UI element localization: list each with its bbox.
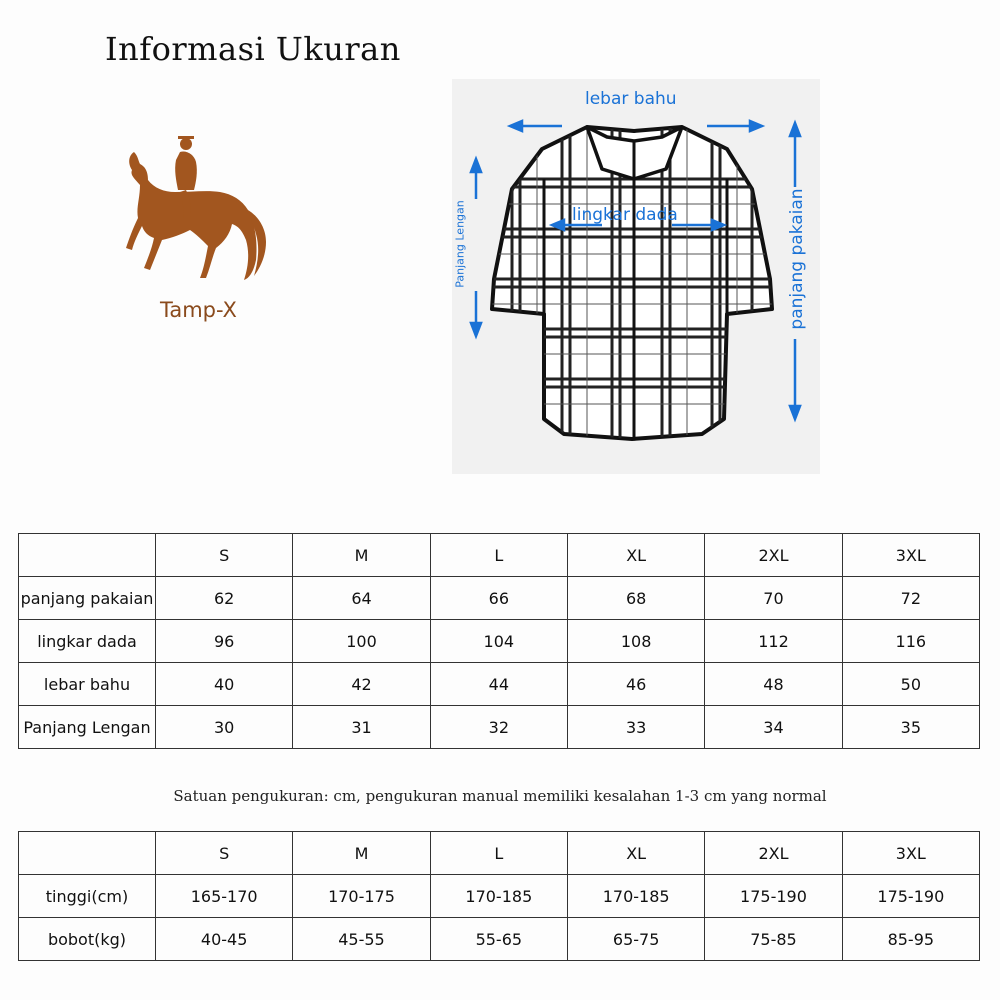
table-cell: 40 <box>156 663 293 706</box>
row-label: tinggi(cm) <box>19 875 156 918</box>
header-cell <box>19 832 156 875</box>
page-title: Informasi Ukuran <box>105 30 401 68</box>
table-cell: 34 <box>705 706 842 749</box>
header-cell: XL <box>567 832 704 875</box>
table-cell: 68 <box>567 577 704 620</box>
table-cell: 55-65 <box>430 918 567 961</box>
header-cell: 2XL <box>705 534 842 577</box>
table-cell: 40-45 <box>156 918 293 961</box>
table-row <box>19 706 980 749</box>
table-cell: 72 <box>842 577 979 620</box>
brand-logo <box>120 130 270 330</box>
table-cell: 175-190 <box>705 875 842 918</box>
row-label: Panjang Lengan <box>19 706 156 749</box>
row-label: lebar bahu <box>19 663 156 706</box>
horse-rider-icon <box>120 130 270 290</box>
table-cell: 112 <box>705 620 842 663</box>
table-cell: 116 <box>842 620 979 663</box>
table-cell: 64 <box>293 577 430 620</box>
fit-table <box>18 831 980 961</box>
header-cell: 3XL <box>842 832 979 875</box>
row-label: lingkar dada <box>19 620 156 663</box>
table-row <box>19 875 980 918</box>
table-cell: 46 <box>567 663 704 706</box>
table-cell: 165-170 <box>156 875 293 918</box>
header-cell: XL <box>567 534 704 577</box>
table-cell: 33 <box>567 706 704 749</box>
table-cell: 75-85 <box>705 918 842 961</box>
table-cell: 32 <box>430 706 567 749</box>
table-cell: 35 <box>842 706 979 749</box>
header-cell <box>19 534 156 577</box>
row-label: panjang pakaian <box>19 577 156 620</box>
header-cell: L <box>430 832 567 875</box>
table-row <box>19 577 980 620</box>
shirt-illustration-icon <box>452 79 820 474</box>
shoulder-label: lebar bahu <box>585 89 677 109</box>
table-cell: 45-55 <box>293 918 430 961</box>
table-cell: 44 <box>430 663 567 706</box>
table-cell: 48 <box>705 663 842 706</box>
table-cell: 30 <box>156 706 293 749</box>
header-cell: S <box>156 832 293 875</box>
table-cell: 85-95 <box>842 918 979 961</box>
length-label: panjang pakaian <box>787 188 807 330</box>
table-row <box>19 620 980 663</box>
measurement-note: Satuan pengukuran: cm, pengukuran manual memiliki kesalahan 1-3 cm yang normal <box>173 787 827 805</box>
table-cell: 96 <box>156 620 293 663</box>
shirt-diagram <box>452 79 820 474</box>
table-cell: 66 <box>430 577 567 620</box>
sleeve-label: Panjang Lengan <box>453 200 467 288</box>
table-row <box>19 918 980 961</box>
table-cell: 175-190 <box>842 875 979 918</box>
header-cell: S <box>156 534 293 577</box>
table-cell: 62 <box>156 577 293 620</box>
row-label: bobot(kg) <box>19 918 156 961</box>
table-cell: 50 <box>842 663 979 706</box>
table-cell: 100 <box>293 620 430 663</box>
table-cell: 70 <box>705 577 842 620</box>
table-cell: 170-175 <box>293 875 430 918</box>
header-cell: M <box>293 534 430 577</box>
table-cell: 104 <box>430 620 567 663</box>
size-table <box>18 533 980 749</box>
header-cell: 3XL <box>842 534 979 577</box>
table-cell: 65-75 <box>567 918 704 961</box>
table-row <box>19 663 980 706</box>
header-cell: 2XL <box>705 832 842 875</box>
table-header-row <box>19 832 980 875</box>
brand-name: Tamp-X <box>160 298 237 322</box>
chest-label: lingkar dada <box>572 205 678 225</box>
table-header-row <box>19 534 980 577</box>
table-cell: 170-185 <box>430 875 567 918</box>
table-cell: 42 <box>293 663 430 706</box>
table-cell: 31 <box>293 706 430 749</box>
header-cell: L <box>430 534 567 577</box>
table-cell: 170-185 <box>567 875 704 918</box>
header-cell: M <box>293 832 430 875</box>
table-cell: 108 <box>567 620 704 663</box>
